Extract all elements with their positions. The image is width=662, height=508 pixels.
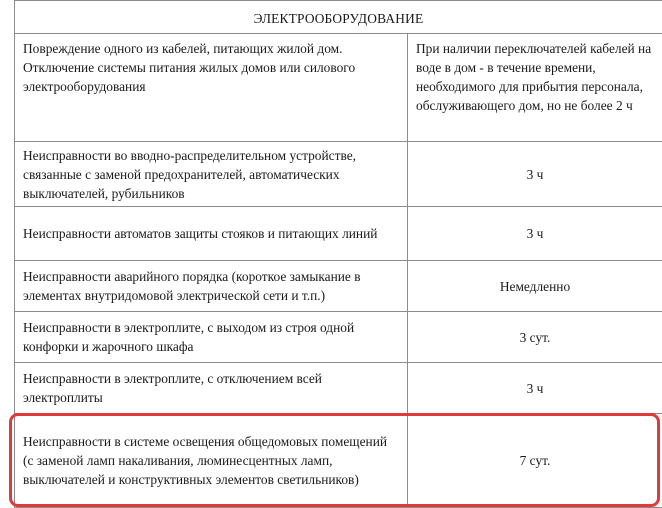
table-row xyxy=(15,207,662,261)
table-row xyxy=(15,142,662,207)
table-row xyxy=(15,261,662,312)
fault-description: Неисправности в системе освещения общедомовых помещений (с заменой ламп накаливания, люминесцентных ламп, выключателей и конструктивных элементов светильников) xyxy=(15,414,408,508)
table-row-highlighted xyxy=(15,414,662,508)
table-row xyxy=(15,312,662,363)
repair-term: 3 ч xyxy=(408,142,662,207)
table-row xyxy=(15,34,662,142)
section-header-row xyxy=(15,1,662,34)
fault-description: Неисправности аварийного порядка (короткое замыкание в элементах внутридомовой электрической сети и т.п.) xyxy=(15,261,408,312)
repair-term: 3 сут. xyxy=(408,312,662,363)
repair-terms-table xyxy=(14,0,662,508)
repair-term: 3 ч xyxy=(408,207,662,261)
fault-description: Неисправности автоматов защиты стояков и питающих линий xyxy=(15,207,408,261)
repair-term: 7 сут. xyxy=(408,414,662,508)
repair-term: 3 ч xyxy=(408,363,662,414)
section-title: ЭЛЕКТРООБОРУДОВАНИЕ xyxy=(15,1,662,34)
fault-description: Повреждение одного из кабелей, питающих жилой дом. Отключение системы питания жилых домов или силового электрооборудования xyxy=(15,34,408,142)
repair-term: Немедленно xyxy=(408,261,662,312)
repair-term: При наличии переключателей кабелей на воде в дом - в течение времени, необходимого для прибытия персонала, обслуживающего дом, но не более 2 ч xyxy=(408,34,662,142)
fault-description: Неисправности во вводно-распределительном устройстве, связанные с заменой предохранителей, автоматических выключателей, рубильников xyxy=(15,142,408,207)
table-row xyxy=(15,363,662,414)
fault-description: Неисправности в электроплите, с отключением всей электроплиты xyxy=(15,363,408,414)
fault-description: Неисправности в электроплите, с выходом из строя одной конфорки и жарочного шкафа xyxy=(15,312,408,363)
